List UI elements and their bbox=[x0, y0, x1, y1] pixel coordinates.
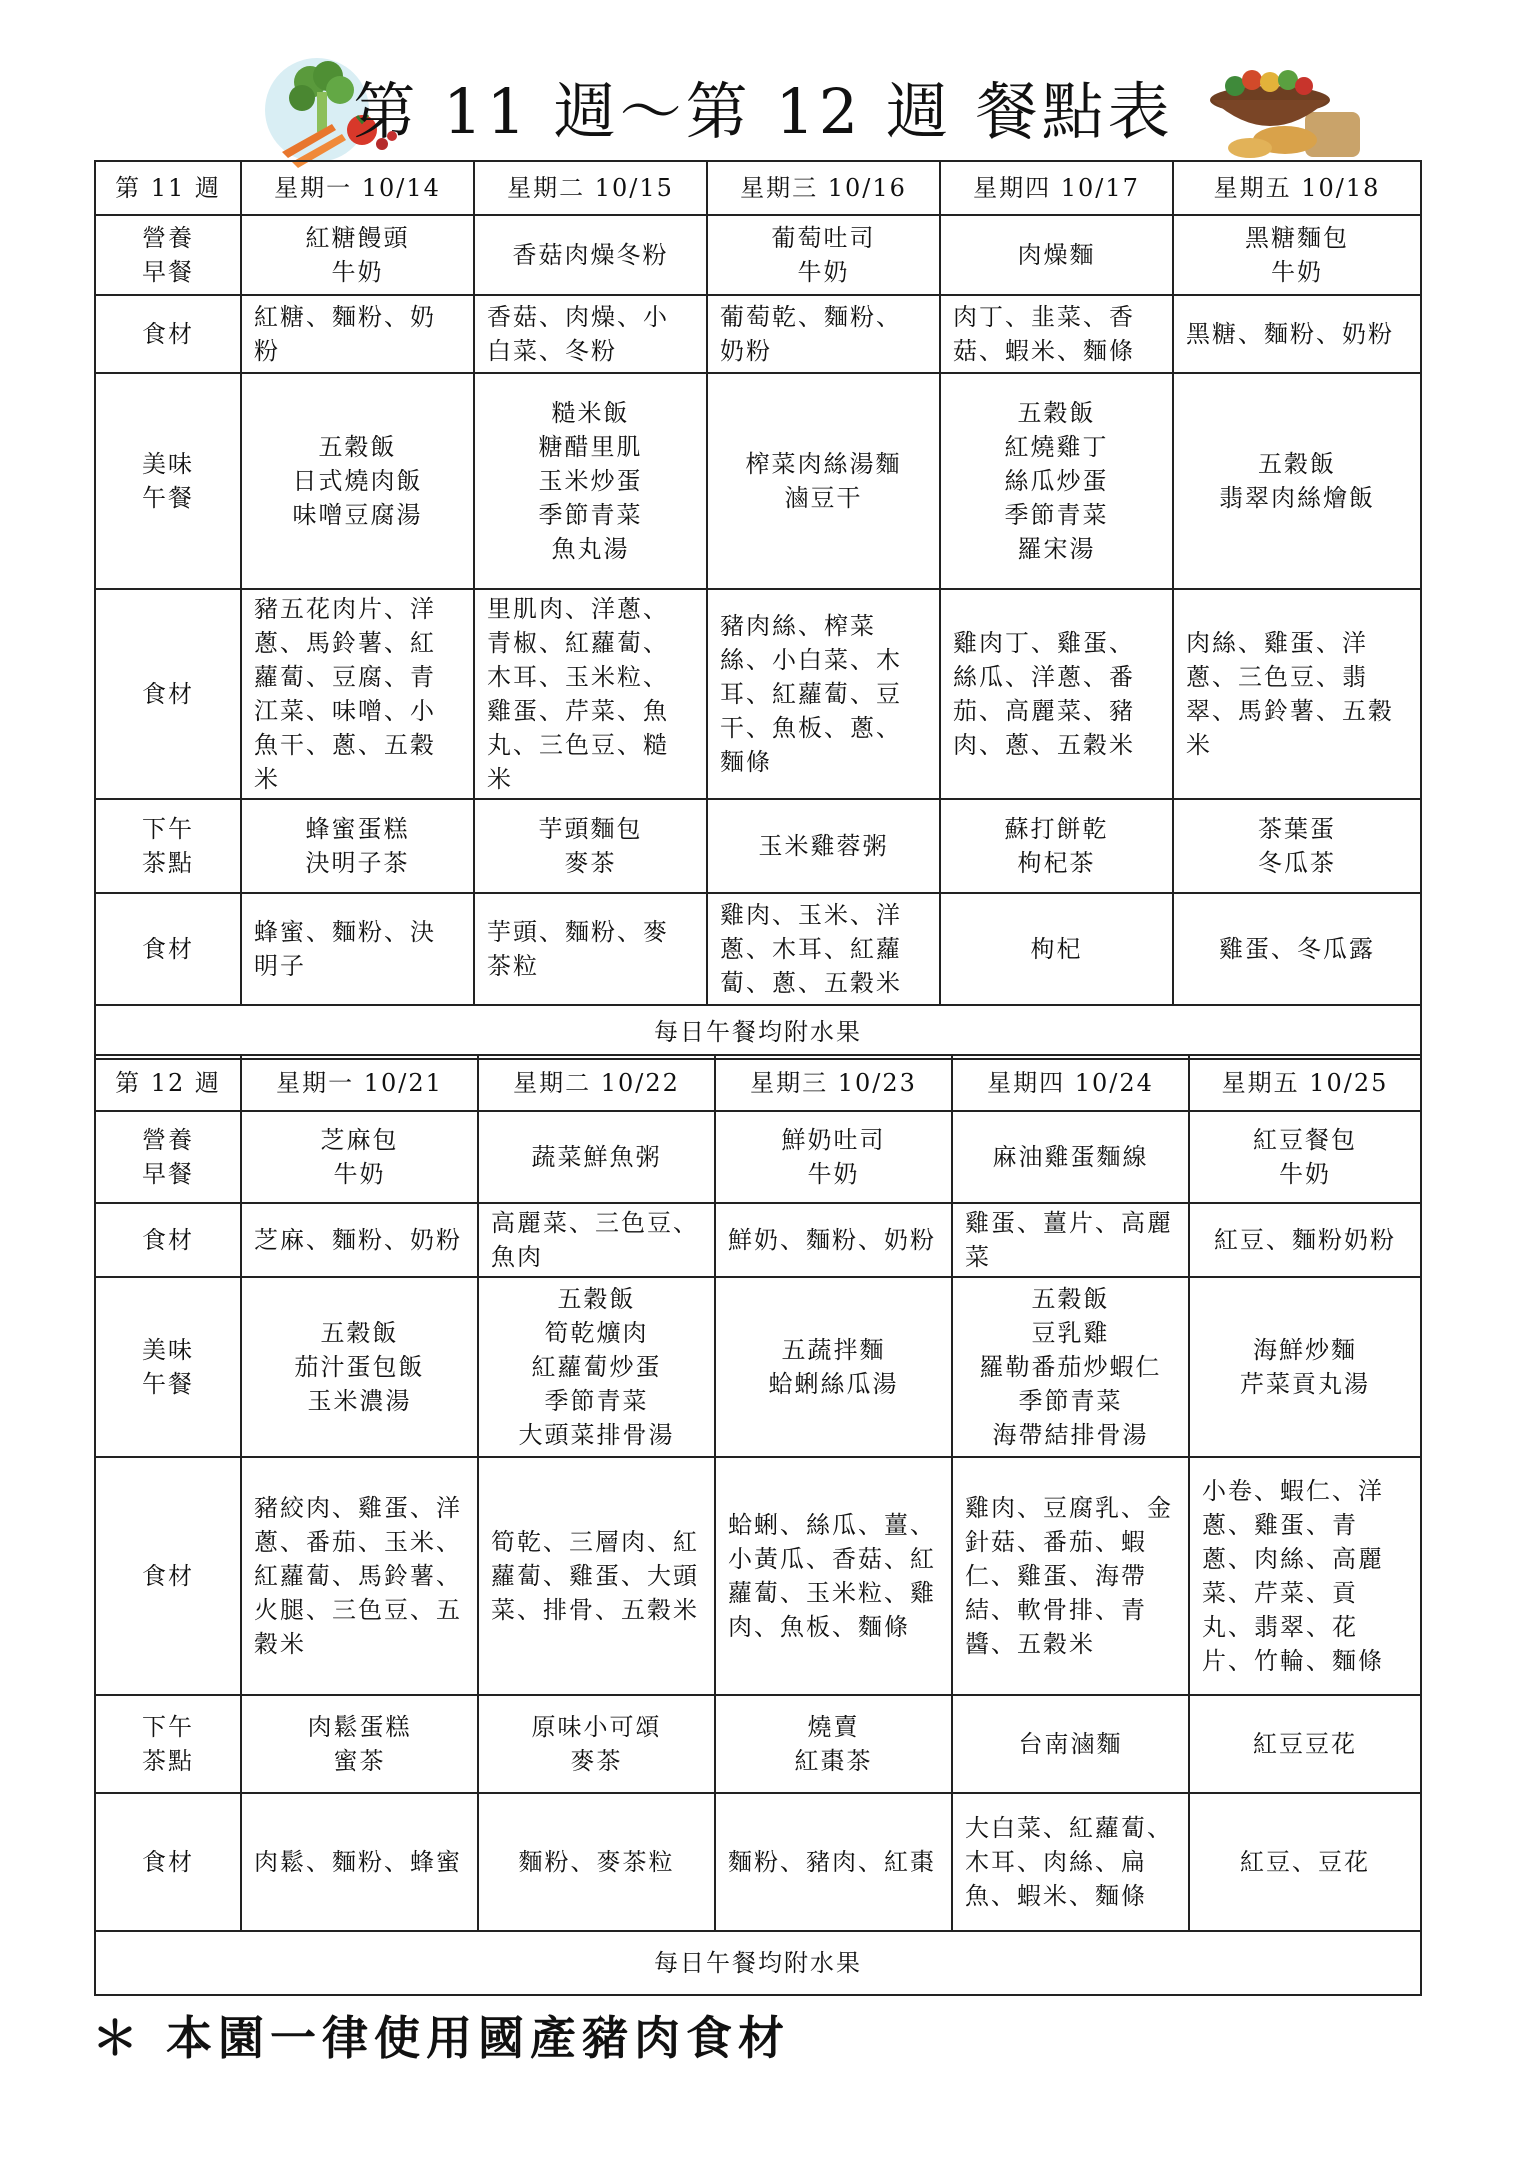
breakfast-row bbox=[95, 1111, 1421, 1203]
row-label: 食材 bbox=[95, 589, 241, 799]
ingredient-cell: 大白菜、紅蘿蔔、木耳、肉絲、扁魚、蝦米、麵條 bbox=[952, 1793, 1189, 1931]
ingredient-cell: 肉丁、韭菜、香菇、蝦米、麵條 bbox=[940, 295, 1173, 373]
menu-cell: 榨菜肉絲湯麵 滷豆干 bbox=[707, 373, 940, 589]
row-label: 食材 bbox=[95, 295, 241, 373]
menu-cell: 葡萄吐司 牛奶 bbox=[707, 215, 940, 295]
ingredient-cell: 黑糖、麵粉、奶粉 bbox=[1173, 295, 1421, 373]
day-header: 星期一 10/21 bbox=[241, 1055, 478, 1111]
row-label: 營養 早餐 bbox=[95, 215, 241, 295]
ingredient-cell: 筍乾、三層肉、紅蘿蔔、雞蛋、大頭菜、排骨、五穀米 bbox=[478, 1457, 715, 1695]
day-header: 星期三 10/16 bbox=[707, 161, 940, 215]
menu-cell: 蘇打餅乾 枸杞茶 bbox=[940, 799, 1173, 893]
ingredient-cell: 豬肉絲、榨菜絲、小白菜、木耳、紅蘿蔔、豆干、魚板、蔥、麵條 bbox=[707, 589, 940, 799]
fruit-note: 每日午餐均附水果 bbox=[95, 1931, 1421, 1995]
ingredient-cell: 里肌肉、洋蔥、青椒、紅蘿蔔、木耳、玉米粒、雞蛋、芹菜、魚丸、三色豆、糙米 bbox=[474, 589, 707, 799]
ingredient-cell: 豬五花肉片、洋蔥、馬鈴薯、紅蘿蔔、豆腐、青江菜、味噌、小魚干、蔥、五穀米 bbox=[241, 589, 474, 799]
ingredient-cell: 芝麻、麵粉、奶粉 bbox=[241, 1203, 478, 1277]
week-label: 第 11 週 bbox=[95, 161, 241, 215]
ingredient-cell: 雞肉丁、雞蛋、絲瓜、洋蔥、番茄、高麗菜、豬肉、蔥、五穀米 bbox=[940, 589, 1173, 799]
page-title: 第 11 週～第 12 週 餐點表 bbox=[353, 75, 1174, 148]
ingredients-row bbox=[95, 1793, 1421, 1931]
menu-cell: 蜂蜜蛋糕 決明子茶 bbox=[241, 799, 474, 893]
ingredient-cell: 豬絞肉、雞蛋、洋蔥、番茄、玉米、紅蘿蔔、馬鈴薯、火腿、三色豆、五穀米 bbox=[241, 1457, 478, 1695]
row-label: 美味 午餐 bbox=[95, 373, 241, 589]
menu-cell: 茶葉蛋 冬瓜茶 bbox=[1173, 799, 1421, 893]
menu-cell: 台南滷麵 bbox=[952, 1695, 1189, 1793]
row-label: 下午 茶點 bbox=[95, 799, 241, 893]
ingredients-row bbox=[95, 1203, 1421, 1277]
ingredient-cell: 雞蛋、薑片、高麗菜 bbox=[952, 1203, 1189, 1277]
ingredient-cell: 雞肉、玉米、洋蔥、木耳、紅蘿蔔、蔥、五穀米 bbox=[707, 893, 940, 1005]
day-header: 星期四 10/24 bbox=[952, 1055, 1189, 1111]
day-header: 星期二 10/22 bbox=[478, 1055, 715, 1111]
menu-cell: 糙米飯 糖醋里肌 玉米炒蛋 季節青菜 魚丸湯 bbox=[474, 373, 707, 589]
row-label: 營養 早餐 bbox=[95, 1111, 241, 1203]
ingredient-cell: 雞肉、豆腐乳、金針菇、番茄、蝦仁、雞蛋、海帶結、軟骨排、青醬、五穀米 bbox=[952, 1457, 1189, 1695]
lunch-row bbox=[95, 373, 1421, 589]
menu-cell: 鮮奶吐司 牛奶 bbox=[715, 1111, 952, 1203]
day-header: 星期四 10/17 bbox=[940, 161, 1173, 215]
menu-cell: 香菇肉燥冬粉 bbox=[474, 215, 707, 295]
ingredient-cell: 雞蛋、冬瓜露 bbox=[1173, 893, 1421, 1005]
menu-cell: 玉米雞蓉粥 bbox=[707, 799, 940, 893]
row-label: 食材 bbox=[95, 1203, 241, 1277]
week-label: 第 12 週 bbox=[95, 1055, 241, 1111]
menu-cell: 五穀飯 筍乾爌肉 紅蘿蔔炒蛋 季節青菜 大頭菜排骨湯 bbox=[478, 1277, 715, 1457]
fruit-note: 每日午餐均附水果 bbox=[95, 1005, 1421, 1059]
footnote: ＊ 本園一律使用國產豬肉食材 bbox=[92, 2011, 791, 2065]
ingredient-cell: 肉絲、雞蛋、洋蔥、三色豆、翡翠、馬鈴薯、五穀米 bbox=[1173, 589, 1421, 799]
menu-cell: 五穀飯 豆乳雞 羅勒番茄炒蝦仁 季節青菜 海帶結排骨湯 bbox=[952, 1277, 1189, 1457]
ingredient-cell: 紅豆、麵粉奶粉 bbox=[1189, 1203, 1421, 1277]
ingredient-cell: 蛤蜊、絲瓜、薑、小黃瓜、香菇、紅蘿蔔、玉米粒、雞肉、魚板、麵條 bbox=[715, 1457, 952, 1695]
menu-cell: 肉鬆蛋糕 蜜茶 bbox=[241, 1695, 478, 1793]
day-header: 星期三 10/23 bbox=[715, 1055, 952, 1111]
menu-cell: 五穀飯 翡翠肉絲燴飯 bbox=[1173, 373, 1421, 589]
ingredient-cell: 肉鬆、麵粉、蜂蜜 bbox=[241, 1793, 478, 1931]
snack-row bbox=[95, 1695, 1421, 1793]
ingredient-cell: 小卷、蝦仁、洋蔥、雞蛋、青蔥、肉絲、高麗菜、芹菜、貢丸、翡翠、花片、竹輪、麵條 bbox=[1189, 1457, 1421, 1695]
menu-cell: 蔬菜鮮魚粥 bbox=[478, 1111, 715, 1203]
menu-cell: 麻油雞蛋麵線 bbox=[952, 1111, 1189, 1203]
ingredient-cell: 高麗菜、三色豆、魚肉 bbox=[478, 1203, 715, 1277]
menu-cell: 肉燥麵 bbox=[940, 215, 1173, 295]
ingredients-row bbox=[95, 589, 1421, 799]
row-label: 食材 bbox=[95, 893, 241, 1005]
day-header: 星期五 10/25 bbox=[1189, 1055, 1421, 1111]
menu-cell: 燒賣 紅棗茶 bbox=[715, 1695, 952, 1793]
day-header: 星期五 10/18 bbox=[1173, 161, 1421, 215]
menu-cell: 紅豆豆花 bbox=[1189, 1695, 1421, 1793]
menu-cell: 五蔬拌麵 蛤蜊絲瓜湯 bbox=[715, 1277, 952, 1457]
menu-cell: 芋頭麵包 麥茶 bbox=[474, 799, 707, 893]
ingredient-cell: 香菇、肉燥、小白菜、冬粉 bbox=[474, 295, 707, 373]
ingredient-cell: 紅糖、麵粉、奶粉 bbox=[241, 295, 474, 373]
ingredients-row bbox=[95, 893, 1421, 1005]
ingredient-cell: 麵粉、豬肉、紅棗 bbox=[715, 1793, 952, 1931]
day-header: 星期二 10/15 bbox=[474, 161, 707, 215]
day-header: 星期一 10/14 bbox=[241, 161, 474, 215]
week-12-menu-table bbox=[94, 1054, 1422, 1996]
ingredients-row bbox=[95, 1457, 1421, 1695]
row-label: 美味 午餐 bbox=[95, 1277, 241, 1457]
ingredient-cell: 鮮奶、麵粉、奶粉 bbox=[715, 1203, 952, 1277]
ingredient-cell: 蜂蜜、麵粉、決明子 bbox=[241, 893, 474, 1005]
ingredient-cell: 芋頭、麵粉、麥茶粒 bbox=[474, 893, 707, 1005]
week-11-menu-table bbox=[94, 160, 1422, 1060]
snack-row bbox=[95, 799, 1421, 893]
menu-cell: 原味小可頌 麥茶 bbox=[478, 1695, 715, 1793]
menu-cell: 紅糖饅頭 牛奶 bbox=[241, 215, 474, 295]
row-label: 食材 bbox=[95, 1793, 241, 1931]
menu-cell: 芝麻包 牛奶 bbox=[241, 1111, 478, 1203]
menu-cell: 五穀飯 日式燒肉飯 味噌豆腐湯 bbox=[241, 373, 474, 589]
row-label: 食材 bbox=[95, 1457, 241, 1695]
menu-cell: 五穀飯 紅燒雞丁 絲瓜炒蛋 季節青菜 羅宋湯 bbox=[940, 373, 1173, 589]
ingredient-cell: 紅豆、豆花 bbox=[1189, 1793, 1421, 1931]
breakfast-row bbox=[95, 215, 1421, 295]
menu-cell: 黑糖麵包 牛奶 bbox=[1173, 215, 1421, 295]
ingredient-cell: 葡萄乾、麵粉、奶粉 bbox=[707, 295, 940, 373]
lunch-row bbox=[95, 1277, 1421, 1457]
menu-cell: 五穀飯 茄汁蛋包飯 玉米濃湯 bbox=[241, 1277, 478, 1457]
ingredients-row bbox=[95, 295, 1421, 373]
menu-cell: 紅豆餐包 牛奶 bbox=[1189, 1111, 1421, 1203]
row-label: 下午 茶點 bbox=[95, 1695, 241, 1793]
menu-cell: 海鮮炒麵 芹菜貢丸湯 bbox=[1189, 1277, 1421, 1457]
ingredient-cell: 枸杞 bbox=[940, 893, 1173, 1005]
ingredient-cell: 麵粉、麥茶粒 bbox=[478, 1793, 715, 1931]
